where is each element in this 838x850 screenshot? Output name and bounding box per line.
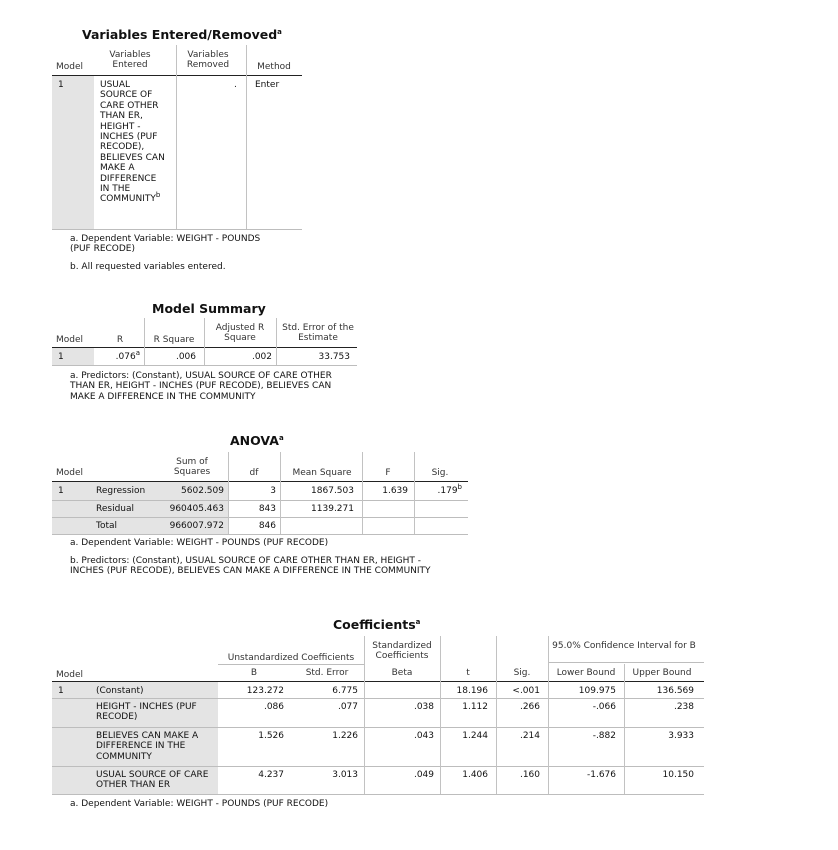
coef-grp-std: Standardized Coefficients [372,641,432,661]
coef-row-label: USUAL SOURCE OF CARE OTHER THAN ER [96,770,209,791]
anova-df-value: 3 [270,486,276,496]
anova-row-label: Total [96,521,118,531]
coef-se-value: 1.226 [332,731,358,741]
coef-beta-value: .049 [413,770,434,780]
anova-model-1: 1 [58,486,64,496]
ver-col-model: Model [56,62,84,72]
coef-sig-value: .214 [519,731,540,741]
coef-t-value: 1.406 [462,770,488,780]
ver-method-value: Enter [255,80,280,90]
ms-col-r: R [116,335,124,345]
coef-beta-value: .038 [413,702,434,712]
coef-grp-unstd: Unstandardized Coefficients [227,653,355,663]
anova-col-df: df [249,468,259,478]
coef-lower-value: -1.676 [586,770,616,780]
anova-ss-value: 966007.972 [169,521,224,531]
anova-ss-value: 5602.509 [181,486,224,496]
anova-col-f: F [385,468,391,478]
anova-ss-value: 960405.463 [169,504,224,514]
ms-adj-r-square-value: .002 [251,352,272,362]
coef-b-value: 123.272 [246,686,284,696]
coef-b-value: 1.526 [258,731,284,741]
anova-f-value: 1.639 [382,486,408,496]
ms-col-std-error: Std. Error of the Estimate [282,323,354,343]
ver-title: Variables Entered/Removed$^a$ [82,27,282,42]
coef-row-label: HEIGHT - INCHES (PUF RECODE) [96,702,197,723]
coef-row-label: BELIEVES CAN MAKE A DIFFERENCE IN THE COMMUNITY [96,731,199,762]
coef-lower-value: -.066 [592,702,616,712]
coef-lower-value: -.882 [592,731,616,741]
coef-note-a: a. Dependent Variable: WEIGHT - POUNDS (PUF RECODE) [70,799,329,809]
ver-col-entered: Variables Entered [109,50,151,70]
coef-title: Coefficients$^a$ [333,617,421,632]
ms-title: Model Summary [152,301,266,316]
ms-r-value: .076$^a$ [115,349,140,362]
ms-r-square-value: .006 [175,352,196,362]
coef-se-value: 6.775 [332,686,358,696]
coef-se-value: 3.013 [332,770,358,780]
ver-removed-value: . [234,80,237,90]
ms-std-error-value: 33.753 [318,352,350,362]
anova-sig-value: .179$^b$ [437,483,462,496]
anova-ms-value: 1867.503 [311,486,354,496]
coef-col-se: Std. Error [305,668,349,678]
anova-col-ss: Sum of Squares [173,457,211,477]
coef-t-value: 1.244 [462,731,488,741]
coef-upper-value: 10.150 [662,770,694,780]
ver-note-a: a. Dependent Variable: WEIGHT - POUNDS (PUF RECODE) [70,234,261,255]
anova-df-value: 843 [258,504,276,514]
anova-row-label: Regression [96,486,146,496]
coef-lower-value: 109.975 [578,686,616,696]
coef-sig-value: .266 [519,702,540,712]
ms-col-model: Model [56,335,84,345]
coef-col-lower: Lower Bound [556,668,616,678]
coef-col-sig: Sig. [513,668,531,678]
coef-upper-value: .238 [673,702,694,712]
coef-sig-value: <.001 [512,686,540,696]
coef-b-value: .086 [263,702,284,712]
anova-col-model: Model [56,468,84,478]
coef-col-upper: Upper Bound [632,668,692,678]
coef-upper-value: 3.933 [668,731,694,741]
anova-note-a: a. Dependent Variable: WEIGHT - POUNDS (PUF RECODE) [70,538,329,548]
ms-model-1: 1 [58,352,64,362]
ms-col-r-square: R Square [153,335,195,345]
coef-col-beta: Beta [391,668,413,678]
coef-row-label: (Constant) [96,686,144,696]
anova-col-ms: Mean Square [292,468,352,478]
ms-col-adj-r-square: Adjusted R Square [215,323,265,343]
coef-se-value: .077 [337,702,358,712]
coef-t-value: 18.196 [456,686,488,696]
coef-col-b: B [250,668,258,678]
ver-model-1: 1 [58,80,64,90]
anova-note-b: b. Predictors: (Constant), USUAL SOURCE OF CARE OTHER THAN ER, HEIGHT - INCHES (PUF RECODE), BELIEVES CAN MAKE A DIFFERENCE IN THE COMMUNITY [70,556,431,577]
anova-col-sig: Sig. [431,468,449,478]
coef-col-model: Model [56,670,84,680]
anova-row-label: Residual [96,504,135,514]
coef-model-1: 1 [58,686,64,696]
ver-note-b: b. All requested variables entered. [70,262,226,272]
anova-df-value: 846 [258,521,276,531]
ver-col-removed: Variables Removed [186,50,230,70]
coef-col-t: t [466,668,470,678]
ver-col-method: Method [257,62,291,72]
coef-b-value: 4.237 [258,770,284,780]
coef-upper-value: 136.569 [656,686,694,696]
coef-grp-ci: 95.0% Confidence Interval for B [552,641,696,651]
anova-ms-value: 1139.271 [311,504,354,514]
ver-entered-vars: USUAL SOURCE OF CARE OTHER THAN ER, HEIGHT - INCHES (PUF RECODE), BELIEVES CAN MAKE A DIFFERENCE IN THE COMMUNITY$^b$ [100,80,165,205]
coef-beta-value: .043 [413,731,434,741]
coef-sig-value: .160 [519,770,540,780]
anova-title: ANOVA$^a$ [230,433,284,448]
coef-t-value: 1.112 [462,702,488,712]
ms-note-a: a. Predictors: (Constant), USUAL SOURCE OF CARE OTHER THAN ER, HEIGHT - INCHES (PUF RECODE), BELIEVES CAN MAKE A DIFFERENCE IN THE COMMUNITY [70,371,332,402]
